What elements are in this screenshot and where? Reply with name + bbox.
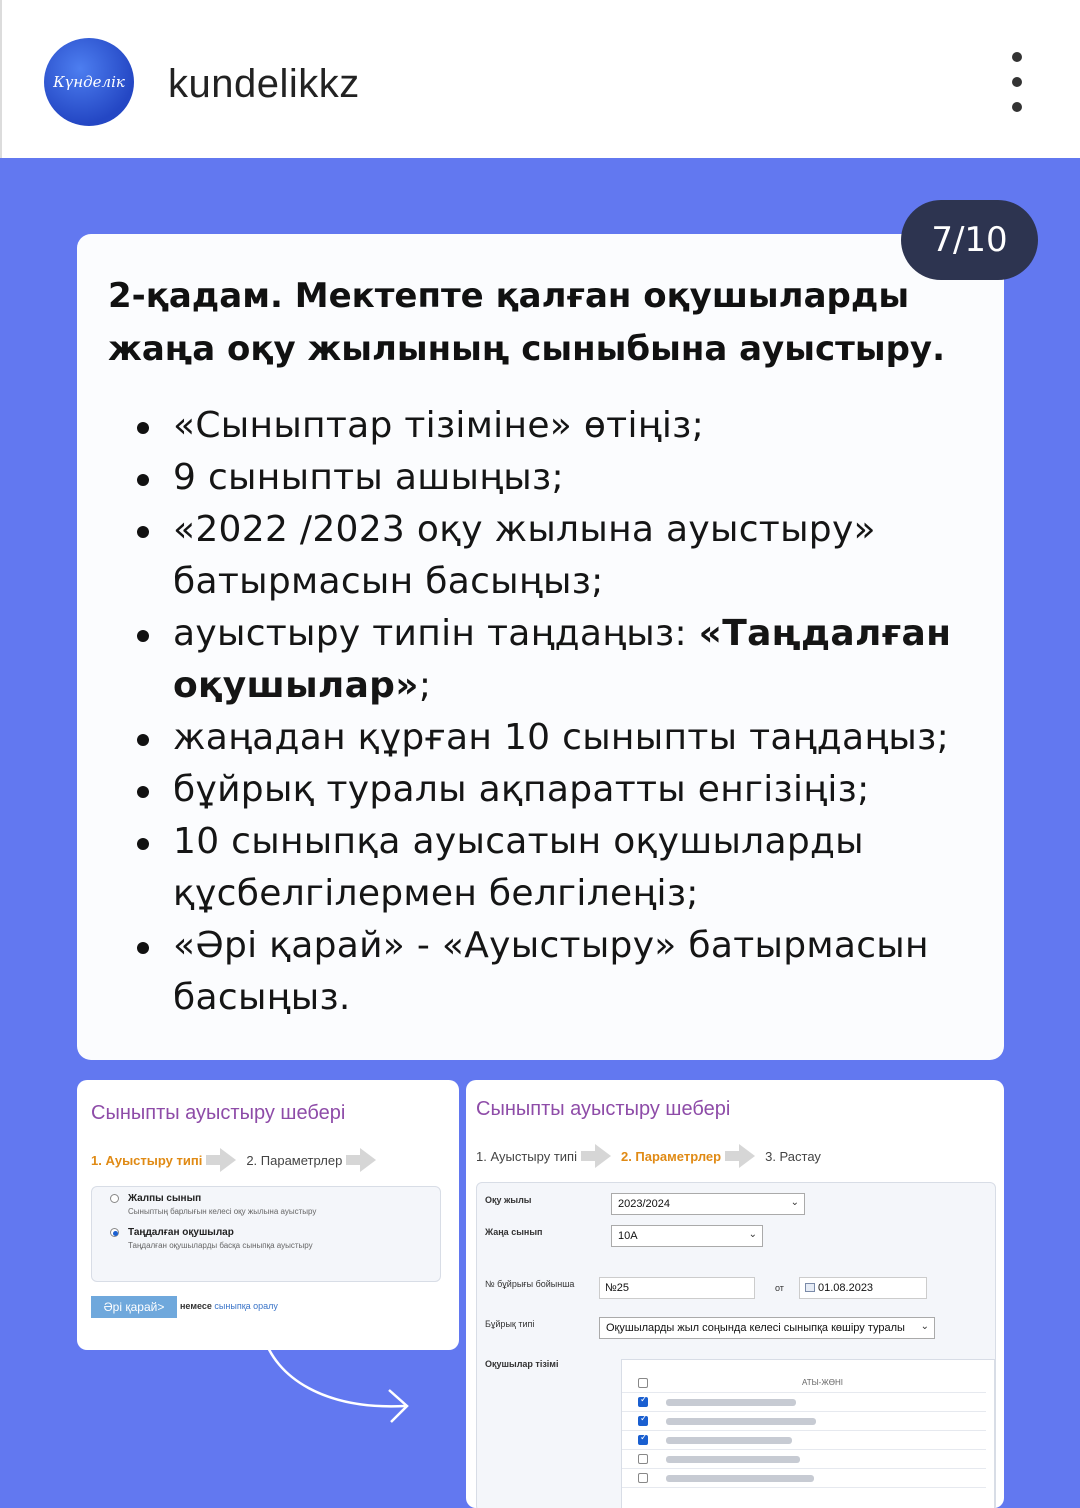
list-item-bold: «Таңдалған оқушылар» — [173, 613, 952, 706]
date-input[interactable] — [799, 1277, 927, 1299]
radio-button[interactable] — [110, 1194, 119, 1203]
avatar[interactable] — [44, 38, 134, 126]
list-item — [137, 608, 987, 712]
table-header — [622, 1374, 986, 1393]
more-options-icon[interactable] — [1002, 52, 1032, 112]
avatar-logo-text: Күнделік — [53, 73, 125, 91]
wizard-title: Сыныпты ауыстыру шебері — [476, 1098, 731, 1120]
student-checkbox[interactable] — [638, 1435, 648, 1445]
option-description: Сыныптың барлығын келесі оқу жылына ауыстыру — [128, 1207, 317, 1216]
from-label: от — [775, 1283, 784, 1293]
list-item: «Сыныптар тізіміне» өтіңіз; — [137, 400, 987, 452]
transfer-type-options — [91, 1186, 441, 1282]
blurred-name — [666, 1456, 800, 1463]
alternative-text — [180, 1301, 278, 1311]
chevron-down-icon: ⌄ — [748, 1229, 757, 1240]
post-header — [0, 0, 1080, 158]
step-arrow-icon — [739, 1144, 755, 1168]
list-item: «2022 /2023 оқу жылына ауыстыру» батырмасын басыңыз; — [137, 504, 987, 608]
year-value: 2023/2024 — [618, 1198, 670, 1210]
blurred-name — [666, 1418, 816, 1425]
list-item-text: ауыстыру типін таңдаңыз: — [173, 613, 699, 654]
step-arrow-icon — [220, 1148, 236, 1172]
table-row — [622, 1412, 986, 1431]
step-arrow-icon — [595, 1144, 611, 1168]
list-item-punct: ; — [418, 665, 432, 706]
table-row — [622, 1431, 986, 1450]
post-image — [0, 158, 1080, 1508]
order-type-select[interactable] — [599, 1317, 935, 1339]
list-item: «Әрі қарай» - «Ауыстыру» батырмасын басыңыз. — [137, 920, 987, 1024]
chevron-down-icon: ⌄ — [790, 1197, 799, 1208]
step-title: 2-қадам. Мектепте қалған оқушыларды жаңа оқу жылының сыныбына ауыстыру. — [108, 276, 945, 369]
list-item: бұйрық туралы ақпаратты енгізіңіз; — [137, 764, 987, 816]
wizard-step-1: 1. Ауыстыру типі — [476, 1148, 577, 1164]
student-checkbox[interactable] — [638, 1473, 648, 1483]
curved-arrow-icon — [255, 1328, 425, 1428]
calendar-icon[interactable] — [805, 1283, 815, 1292]
page-indicator: 7/10 — [901, 200, 1038, 280]
option-description: Таңдалған оқушыларды басқа сыныпқа ауыстыру — [128, 1241, 313, 1250]
table-row — [622, 1469, 986, 1488]
radio-button-selected[interactable] — [110, 1228, 119, 1237]
instruction-card — [77, 234, 1004, 1060]
blurred-name — [666, 1475, 814, 1482]
wizard-step-3: 3. Растау — [765, 1148, 821, 1164]
year-select[interactable] — [611, 1193, 805, 1215]
parameters-screenshot — [466, 1080, 1004, 1508]
wizard-step-2: 2. Параметрлер — [246, 1152, 343, 1168]
date-value: 01.08.2023 — [818, 1282, 874, 1294]
step-list — [137, 400, 987, 1024]
student-checkbox[interactable] — [638, 1416, 648, 1426]
chevron-down-icon: ⌄ — [920, 1321, 929, 1332]
student-checkbox[interactable] — [638, 1454, 648, 1464]
students-label: Оқушылар тізімі — [485, 1359, 559, 1369]
wizard-step-2: 2. Параметрлер — [620, 1148, 722, 1164]
order-type-value: Оқушыларды жыл соңында келесі сыныпқа көшіру туралы — [606, 1322, 905, 1334]
table-row — [622, 1393, 986, 1412]
next-button[interactable]: Әрі қарай> — [91, 1296, 177, 1318]
wizard-steps — [91, 1148, 386, 1172]
wizard-step-1: 1. Ауыстыру типі — [91, 1152, 203, 1168]
order-type-label: Бұйрық типі — [485, 1319, 535, 1329]
transfer-type-screenshot — [77, 1080, 459, 1350]
parameters-form — [476, 1182, 996, 1508]
student-checkbox[interactable] — [638, 1397, 648, 1407]
name-column-header: АТЫ-ЖӨНІ — [802, 1378, 843, 1387]
or-label: немесе — [180, 1301, 212, 1311]
return-link[interactable]: сыныпқа оралу — [214, 1301, 278, 1311]
blurred-name — [666, 1399, 796, 1406]
order-number-input[interactable]: №25 — [599, 1277, 755, 1299]
class-select[interactable] — [611, 1225, 763, 1247]
class-label: Жаңа сынып — [485, 1227, 543, 1237]
select-all-checkbox[interactable] — [638, 1378, 648, 1388]
class-value: 10А — [618, 1230, 638, 1242]
step-arrow-icon — [360, 1148, 376, 1172]
option-title: Жалпы сынып — [128, 1193, 202, 1204]
students-table — [621, 1359, 995, 1508]
list-item: 9 сыныпты ашыңыз; — [137, 452, 987, 504]
list-item: жаңадан құрған 10 сыныпты таңдаңыз; — [137, 712, 987, 764]
username[interactable]: kundelikkz — [168, 62, 360, 106]
year-label: Оқу жылы — [485, 1195, 532, 1205]
list-item: 10 сыныпқа ауысатын оқушыларды құсбелгілермен белгілеңіз; — [137, 816, 987, 920]
option-title: Таңдалған оқушылар — [128, 1227, 234, 1238]
table-row — [622, 1450, 986, 1469]
blurred-name — [666, 1437, 792, 1444]
wizard-title: Сыныпты ауыстыру шебері — [91, 1102, 346, 1124]
wizard-steps — [476, 1144, 821, 1168]
order-number-label: № бұйрығы бойынша — [485, 1279, 575, 1289]
